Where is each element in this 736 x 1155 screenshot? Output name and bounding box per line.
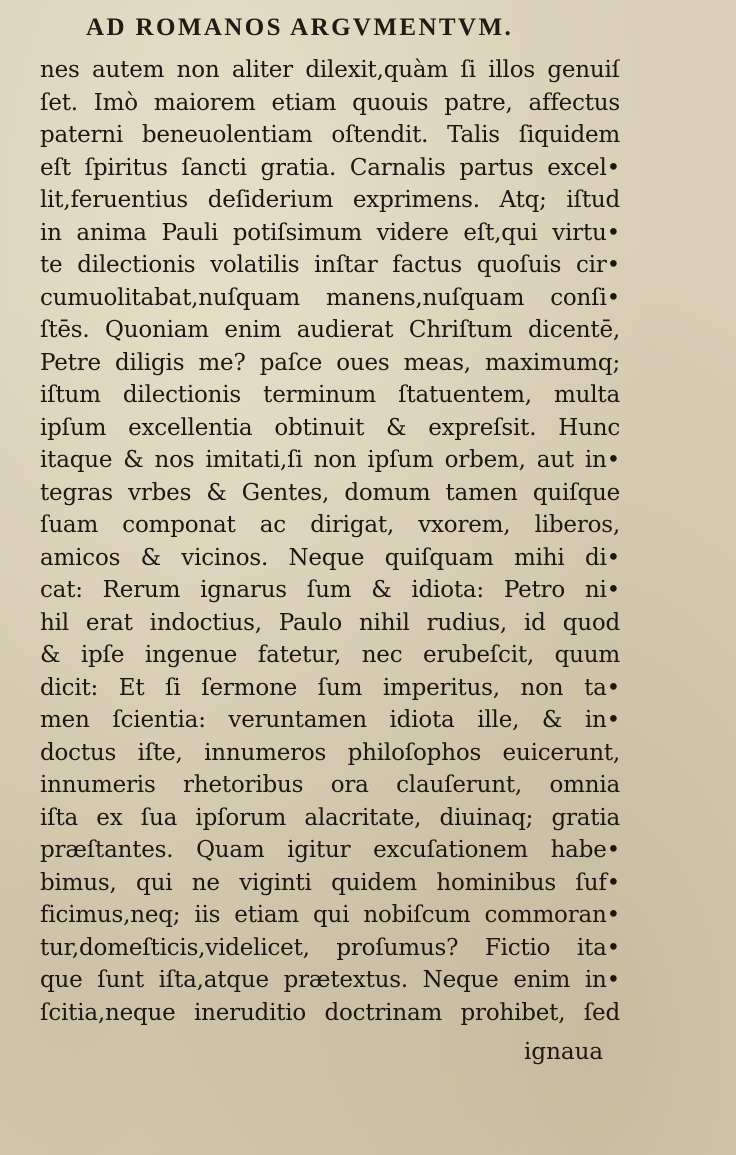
text-line: bimus, qui ne viginti quidem hominibus ſuf• bbox=[40, 869, 620, 896]
text-line: ſuam componat ac dirigat, vxorem, liberos, bbox=[40, 512, 620, 538]
text-line: te dilectionis volatilis inſtar factus quoſuis cir• bbox=[40, 252, 620, 278]
text-line: innumeris rhetoribus ora clauſerunt, omnia bbox=[40, 772, 620, 798]
text-line: dicit: Et ſi ſermone ſum imperitus, non ta• bbox=[40, 674, 620, 701]
text-line: iſta ex ſua ipſorum alacritate, diuinaq; gratia bbox=[40, 804, 620, 831]
text-line: in anima Pauli potiſsimum videre eſt,qui virtu• bbox=[40, 219, 620, 246]
text-line: ſcitia,neque ineruditio doctrinam prohibet, ſed bbox=[40, 999, 620, 1026]
text-line: & ipſe ingenue fatetur, nec erubeſcit, quum bbox=[40, 642, 620, 668]
text-line: itaque & nos imitati,ſi non ipſum orbem, aut in• bbox=[40, 447, 620, 473]
text-line: doctus iſte, innumeros philoſophos euicerunt, bbox=[40, 739, 620, 766]
text-line: paterni beneuolentiam oſtendit. Talis ſiquidem bbox=[40, 122, 620, 148]
text-line: nes autem non aliter dilexit,quàm ſi illos genuiſ bbox=[40, 57, 620, 83]
text-line: hil erat indoctius, Paulo nihil rudius, id quod bbox=[40, 609, 620, 636]
text-line: tegras vrbes & Gentes, domum tamen quiſque bbox=[40, 479, 620, 506]
text-line: tur,domeſticis,videlicet, proſumus? Fictio ita• bbox=[40, 934, 620, 961]
text-line: ſtēs. Quoniam enim audierat Chriſtum dicentē, bbox=[40, 317, 620, 343]
text-line: men ſcientia: veruntamen idiota ille, & in• bbox=[40, 707, 620, 733]
text-line: cumuolitabat,nuſquam manens,nuſquam conſi• bbox=[40, 284, 620, 311]
text-line: præſtantes. Quam igitur excuſationem habe• bbox=[40, 837, 620, 863]
text-line: Petre diligis me? paſce oues meas, maximumq; bbox=[40, 349, 620, 376]
text-line: cat: Rerum ignarus ſum & idiota: Petro ni• bbox=[40, 577, 620, 603]
text-line: ſet. Imò maiorem etiam quouis patre, affectus bbox=[40, 89, 620, 116]
body-text bbox=[40, 54, 620, 1029]
catchword: ignaua bbox=[524, 1039, 604, 1065]
text-line: lit,feruentius deſiderium exprimens. Atq; iſtud bbox=[40, 187, 620, 213]
text-line: iſtum dilectionis terminum ſtatuentem, multa bbox=[40, 382, 620, 408]
text-line: amicos & vicinos. Neque quiſquam mihi di• bbox=[40, 544, 620, 571]
running-head: AD ROMANOS ARGVMENTVM. bbox=[86, 14, 514, 41]
text-line: que ſunt iſta,atque prætextus. Neque enim in• bbox=[40, 967, 620, 993]
text-line: ipſum excellentia obtinuit & expreſsit. Hunc bbox=[40, 414, 620, 441]
text-line: eſt ſpiritus ſancti gratia. Carnalis partus excel• bbox=[40, 154, 620, 181]
text-line: ficimus,neq; iis etiam qui nobiſcum commoran• bbox=[40, 902, 620, 928]
